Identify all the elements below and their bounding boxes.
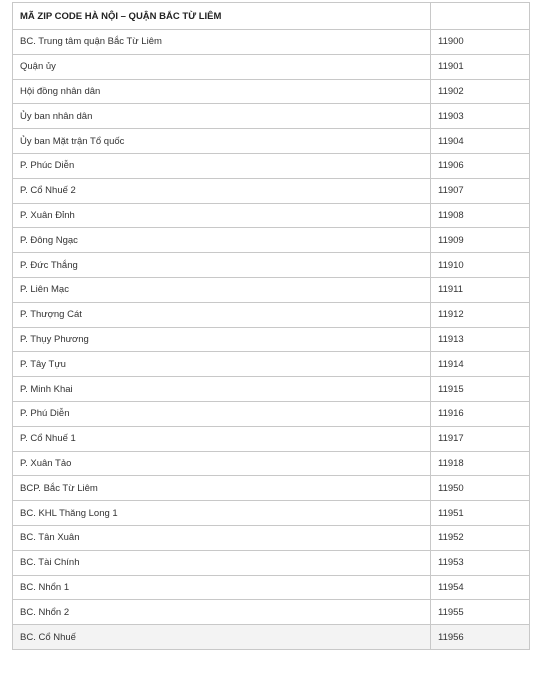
zip-code-cell: 11910 [431,253,530,278]
table-row [13,451,530,476]
zip-code-cell: 11956 [431,625,530,650]
zip-code-cell: 11908 [431,203,530,228]
table-row [13,377,530,402]
zip-code-cell: 11952 [431,525,530,550]
location-name-cell: P. Cổ Nhuế 1 [13,426,431,451]
location-name-cell: BC. Tân Xuân [13,525,431,550]
zip-code-cell: 11914 [431,352,530,377]
table-row [13,302,530,327]
zip-code-cell: 11911 [431,277,530,302]
location-name-cell: BC. Trung tâm quận Bắc Từ Liêm [13,30,431,55]
table-row [13,79,530,104]
table-row [13,550,530,575]
location-name-cell: Hội đồng nhân dân [13,79,431,104]
zip-code-cell: 11955 [431,600,530,625]
table-row [13,476,530,501]
zip-code-cell: 11917 [431,426,530,451]
table-header-code [431,3,530,30]
table-row [13,253,530,278]
location-name-cell: P. Liên Mạc [13,277,431,302]
table-row [13,426,530,451]
table-row [13,625,530,650]
zip-code-cell: 11951 [431,501,530,526]
location-name-cell: P. Đức Thắng [13,253,431,278]
table-row [13,228,530,253]
location-name-cell: BC. Cổ Nhuế [13,625,431,650]
location-name-cell: P. Xuân Đỉnh [13,203,431,228]
zip-code-cell: 11901 [431,54,530,79]
zip-code-cell: 11912 [431,302,530,327]
table-row [13,104,530,129]
zip-code-cell: 11950 [431,476,530,501]
location-name-cell: Ủy ban Mặt trận Tổ quốc [13,129,431,154]
zip-code-cell: 11900 [431,30,530,55]
table-row [13,327,530,352]
location-name-cell: P. Phú Diễn [13,401,431,426]
location-name-cell: BC. Tài Chính [13,550,431,575]
table-row [13,203,530,228]
table-row [13,352,530,377]
location-name-cell: P. Thụy Phương [13,327,431,352]
location-name-cell: P. Phúc Diễn [13,153,431,178]
zip-code-cell: 11907 [431,178,530,203]
zip-code-cell: 11909 [431,228,530,253]
location-name-cell: BC. Nhổn 1 [13,575,431,600]
zip-code-cell: 11953 [431,550,530,575]
table-row [13,501,530,526]
table-header-row [13,3,530,30]
table-row [13,277,530,302]
zip-code-cell: 11918 [431,451,530,476]
location-name-cell: BC. Nhổn 2 [13,600,431,625]
table-row [13,575,530,600]
location-name-cell: P. Cổ Nhuế 2 [13,178,431,203]
table-row [13,30,530,55]
table-row [13,153,530,178]
location-name-cell: P. Xuân Tảo [13,451,431,476]
location-name-cell: BCP. Bắc Từ Liêm [13,476,431,501]
zip-code-cell: 11903 [431,104,530,129]
table-row [13,600,530,625]
zip-code-cell: 11915 [431,377,530,402]
zip-code-cell: 11906 [431,153,530,178]
table-row [13,129,530,154]
zip-code-cell: 11904 [431,129,530,154]
location-name-cell: P. Thượng Cát [13,302,431,327]
zip-code-cell: 11902 [431,79,530,104]
location-name-cell: BC. KHL Thăng Long 1 [13,501,431,526]
location-name-cell: P. Tây Tựu [13,352,431,377]
table-body [13,30,530,650]
zip-code-cell: 11913 [431,327,530,352]
table-title: MÃ ZIP CODE HÀ NỘI – QUẬN BẮC TỪ LIÊM [13,3,431,30]
location-name-cell: P. Minh Khai [13,377,431,402]
location-name-cell: P. Đông Ngạc [13,228,431,253]
location-name-cell: Ủy ban nhân dân [13,104,431,129]
zip-code-cell: 11916 [431,401,530,426]
table-row [13,178,530,203]
zip-code-table [12,2,530,650]
table-row [13,525,530,550]
table-row [13,54,530,79]
location-name-cell: Quận ủy [13,54,431,79]
table-row [13,401,530,426]
zip-code-cell: 11954 [431,575,530,600]
